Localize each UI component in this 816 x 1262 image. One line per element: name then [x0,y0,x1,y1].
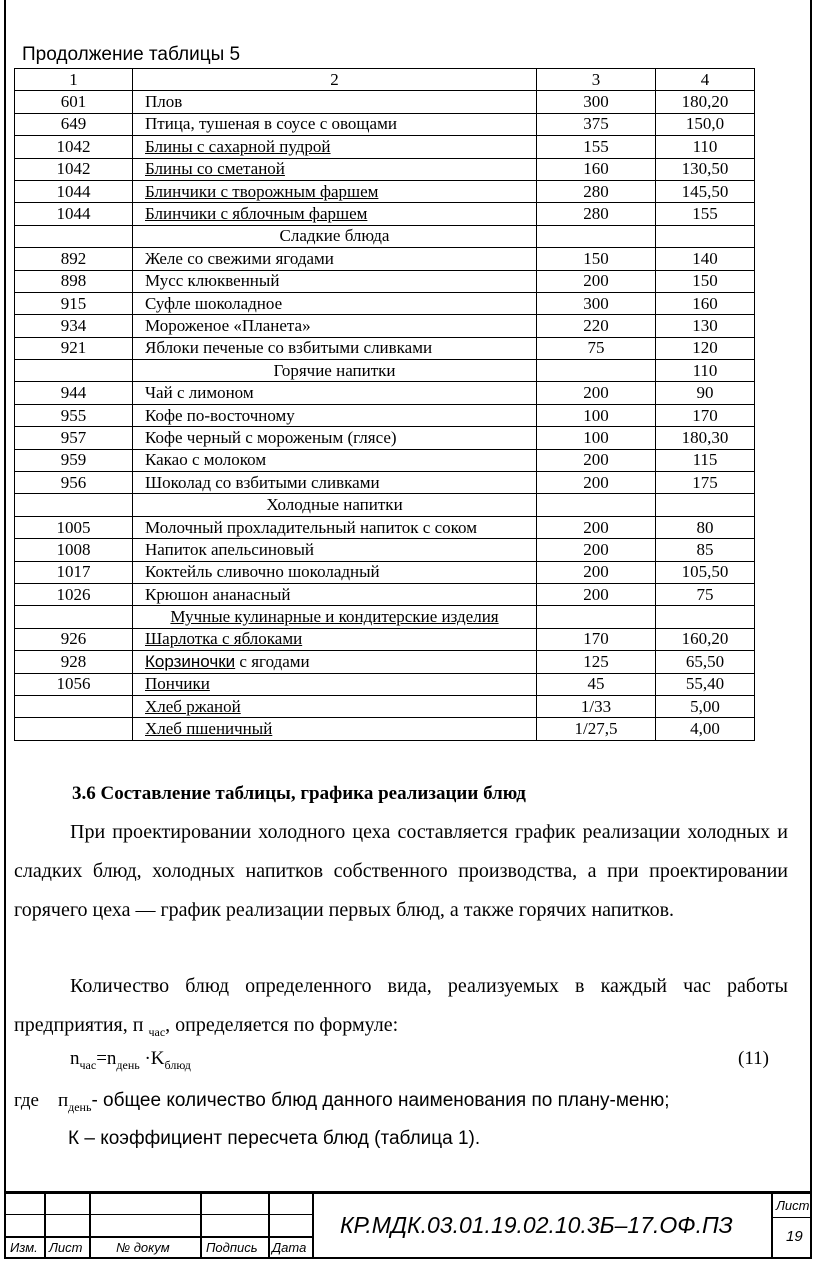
output-cell: 125 [537,651,656,673]
section-title: Мучные кулинарные и кондитерские изделия [170,607,499,627]
stamp-sheet-divider [772,1217,810,1218]
table-row [15,516,755,538]
code-cell: 926 [15,628,133,650]
code-cell: 898 [15,270,133,292]
name-cell [133,449,537,471]
table-row [15,248,755,270]
output-cell [537,606,656,628]
price-cell: 130 [656,315,755,337]
price-cell: 150,0 [656,113,755,135]
name-cell [133,628,537,650]
dish-name: Коктейль сливочно шоколадный [145,562,380,582]
stamp-label-sign: Подпись [206,1240,258,1255]
code-cell: 1044 [15,180,133,202]
section-row [15,225,755,247]
code-cell: 1026 [15,583,133,605]
price-cell: 145,50 [656,180,755,202]
name-cell [133,180,537,202]
output-cell: 300 [537,292,656,314]
code-cell: 1005 [15,516,133,538]
section-row [15,494,755,516]
code-cell: 1008 [15,539,133,561]
name-cell [133,315,537,337]
price-cell: 180,20 [656,91,755,113]
dish-name: Напиток апельсиновый [145,539,314,559]
table-row [15,718,755,740]
table-row [15,382,755,404]
output-cell: 155 [537,136,656,158]
output-cell: 75 [537,337,656,359]
price-cell: 85 [656,539,755,561]
code-cell: 601 [15,91,133,113]
output-cell: 200 [537,270,656,292]
table-row [15,427,755,449]
name-cell [133,718,537,740]
output-cell [537,494,656,516]
output-cell: 280 [537,203,656,225]
stamp-col-line [771,1191,773,1259]
price-cell: 5,00 [656,695,755,717]
output-cell: 200 [537,382,656,404]
k-definition: К – коэффициент пересчета блюд (таблица 1). [68,1128,481,1149]
section-title: Сладкие блюда [279,226,390,246]
price-cell: 140 [656,248,755,270]
output-cell: 200 [537,516,656,538]
price-cell: 105,50 [656,561,755,583]
output-cell [537,360,656,382]
dish-name: Кофе по-восточному [145,405,295,425]
code-cell: 649 [15,113,133,135]
name-cell [133,583,537,605]
price-cell: 120 [656,337,755,359]
dish-name: Пончики [145,674,210,694]
header-cell: 4 [656,69,755,91]
dish-name: Блины с сахарной пудрой [145,136,331,156]
table-row [15,270,755,292]
price-cell: 75 [656,583,755,605]
name-cell [133,113,537,135]
code-cell: 921 [15,337,133,359]
name-cell [133,472,537,494]
section-title: Холодные напитки [266,495,403,515]
code-cell: 928 [15,651,133,673]
output-cell: 300 [537,91,656,113]
paragraph-2: Количество блюд определенного вида, реализуемых в каждый час работы предприятия, п $_{час}$, определяется по формуле: [14,975,788,1039]
output-cell: 200 [537,561,656,583]
sheet-number: 19 [786,1228,803,1245]
dish-name: Хлеб ржаной [145,696,241,716]
price-cell: 110 [656,360,755,382]
table-row [15,673,755,695]
code-cell: 915 [15,292,133,314]
output-cell: 200 [537,583,656,605]
stamp-border [4,1191,812,1194]
price-cell: 115 [656,449,755,471]
where-line: где $п_{день}-$ общее количество блюд данного наименования по плану-меню; [14,1090,670,1114]
price-cell: 160 [656,292,755,314]
name-cell [133,292,537,314]
table-row [15,449,755,471]
name-cell [133,673,537,695]
code-cell: 1044 [15,203,133,225]
stamp-col-line [268,1191,270,1259]
section-heading: 3.6 Составление таблицы, графика реализации блюд [72,783,526,804]
dish-name: Кофе черный с мороженым (глясе) [145,427,397,447]
output-cell: 160 [537,158,656,180]
name-cell [133,561,537,583]
code-cell: 1042 [15,136,133,158]
dish-name: Шоколад со взбитыми сливками [145,472,380,492]
code-cell: 1042 [15,158,133,180]
code-cell: 957 [15,427,133,449]
stamp-label-doc: № докум [116,1240,170,1255]
code-cell [15,360,133,382]
stamp-label-list: Лист [49,1240,83,1255]
price-cell: 80 [656,516,755,538]
output-cell: 220 [537,315,656,337]
price-cell: 155 [656,203,755,225]
dish-name: Блинчики с яблочным фаршем [145,204,368,224]
name-cell [133,382,537,404]
formula-number: (11) [738,1048,769,1069]
price-cell: 180,30 [656,427,755,449]
dish-name: Корзиночки [145,651,236,671]
stamp-col-line [44,1191,46,1259]
code-cell [15,494,133,516]
table-header-row [15,69,755,91]
section-row [15,606,755,628]
section-title: Горячие напитки [273,360,396,380]
table-row [15,404,755,426]
code-cell [15,695,133,717]
name-cell [133,651,537,673]
name-cell [133,427,537,449]
code-cell [15,225,133,247]
price-cell: 175 [656,472,755,494]
price-cell: 130,50 [656,158,755,180]
code-cell: 1056 [15,673,133,695]
name-cell [133,91,537,113]
document-code: КР.МДК.03.01.19.02.10.3Б–17.ОФ.ПЗ [340,1212,733,1238]
table-row [15,180,755,202]
stamp-col-line [312,1191,314,1259]
output-cell: 200 [537,472,656,494]
table-row [15,561,755,583]
code-cell [15,606,133,628]
price-cell: 110 [656,136,755,158]
dish-name: Мороженое «Планета» [145,315,311,335]
name-cell [133,337,537,359]
name-cell [133,203,537,225]
dish-name: Шарлотка с яблоками [145,629,303,649]
table-row [15,583,755,605]
output-cell: 200 [537,539,656,561]
price-cell [656,225,755,247]
code-cell: 956 [15,472,133,494]
section-cell [133,225,537,247]
output-cell: 200 [537,449,656,471]
output-cell: 1/27,5 [537,718,656,740]
price-cell: 4,00 [656,718,755,740]
table-row [15,158,755,180]
name-cell [133,248,537,270]
formula: $n_{час}=n_{день} \cdot K_{блюд}$ [70,1048,191,1072]
stamp-col-line [89,1191,91,1259]
price-cell [656,494,755,516]
output-cell: 100 [537,404,656,426]
section-row [15,360,755,382]
dish-name: Плов [145,92,183,112]
price-cell: 170 [656,404,755,426]
table-row [15,292,755,314]
header-cell: 3 [537,69,656,91]
stamp-label-date: Дата [272,1240,307,1255]
output-cell: 150 [537,248,656,270]
output-cell: 170 [537,628,656,650]
table-caption: Продолжение таблицы 5 [22,44,241,65]
dish-name-rest: с ягодами [235,651,310,671]
name-cell [133,136,537,158]
stamp-label-izm: Изм. [10,1240,38,1255]
price-cell: 160,20 [656,628,755,650]
dish-name: Блины со сметаной [145,159,285,179]
price-cell: 90 [656,382,755,404]
section-cell [133,606,537,628]
paragraph-1: При проектировании холодного цеха составляется график реализации холодных и сладких блюд, холодных напитков собственного производства, а при проектировании горячего цеха — график реализации первых блюд, а также горячих напитков. [14,821,788,921]
table-row [15,628,755,650]
table-row [15,695,755,717]
dish-name: Суфле шоколадное [145,293,283,313]
table-row [15,651,755,673]
price-cell [656,606,755,628]
name-cell [133,270,537,292]
dish-name: Какао с молоком [145,450,267,470]
code-cell: 1017 [15,561,133,583]
dish-name: Яблоки печеные со взбитыми сливками [145,338,433,358]
code-cell: 934 [15,315,133,337]
table-row [15,136,755,158]
dish-name: Чай с лимоном [145,383,254,403]
table-row [15,539,755,561]
output-cell: 280 [537,180,656,202]
output-cell [537,225,656,247]
name-cell [133,404,537,426]
dish-name: Крюшон ананасный [145,584,291,604]
output-cell: 100 [537,427,656,449]
section-cell [133,360,537,382]
code-cell: 892 [15,248,133,270]
stamp-col-line [200,1191,202,1259]
dish-name: Птица, тушеная в соусе с овощами [145,114,397,134]
table-row [15,91,755,113]
table-row [15,203,755,225]
table-row [15,472,755,494]
price-cell: 65,50 [656,651,755,673]
table-row [15,315,755,337]
dish-name: Желе со свежими ягодами [145,248,334,268]
table-row [15,337,755,359]
output-cell: 1/33 [537,695,656,717]
dish-name: Мусс клюквенный [145,271,280,291]
dish-name: Хлеб пшеничный [145,719,273,739]
name-cell [133,516,537,538]
code-cell: 955 [15,404,133,426]
table-row [15,113,755,135]
name-cell [133,158,537,180]
header-cell: 2 [133,69,537,91]
code-cell: 959 [15,449,133,471]
sheet-label: Лист [776,1198,810,1213]
price-cell: 55,40 [656,673,755,695]
code-cell [15,718,133,740]
name-cell [133,539,537,561]
output-cell: 375 [537,113,656,135]
menu-table [14,68,755,741]
header-cell: 1 [15,69,133,91]
section-cell [133,494,537,516]
dish-name: Молочный прохладительный напиток с соком [145,517,477,537]
dish-name: Блинчики с творожным фаршем [145,181,379,201]
price-cell: 150 [656,270,755,292]
name-cell [133,695,537,717]
output-cell: 45 [537,673,656,695]
code-cell: 944 [15,382,133,404]
